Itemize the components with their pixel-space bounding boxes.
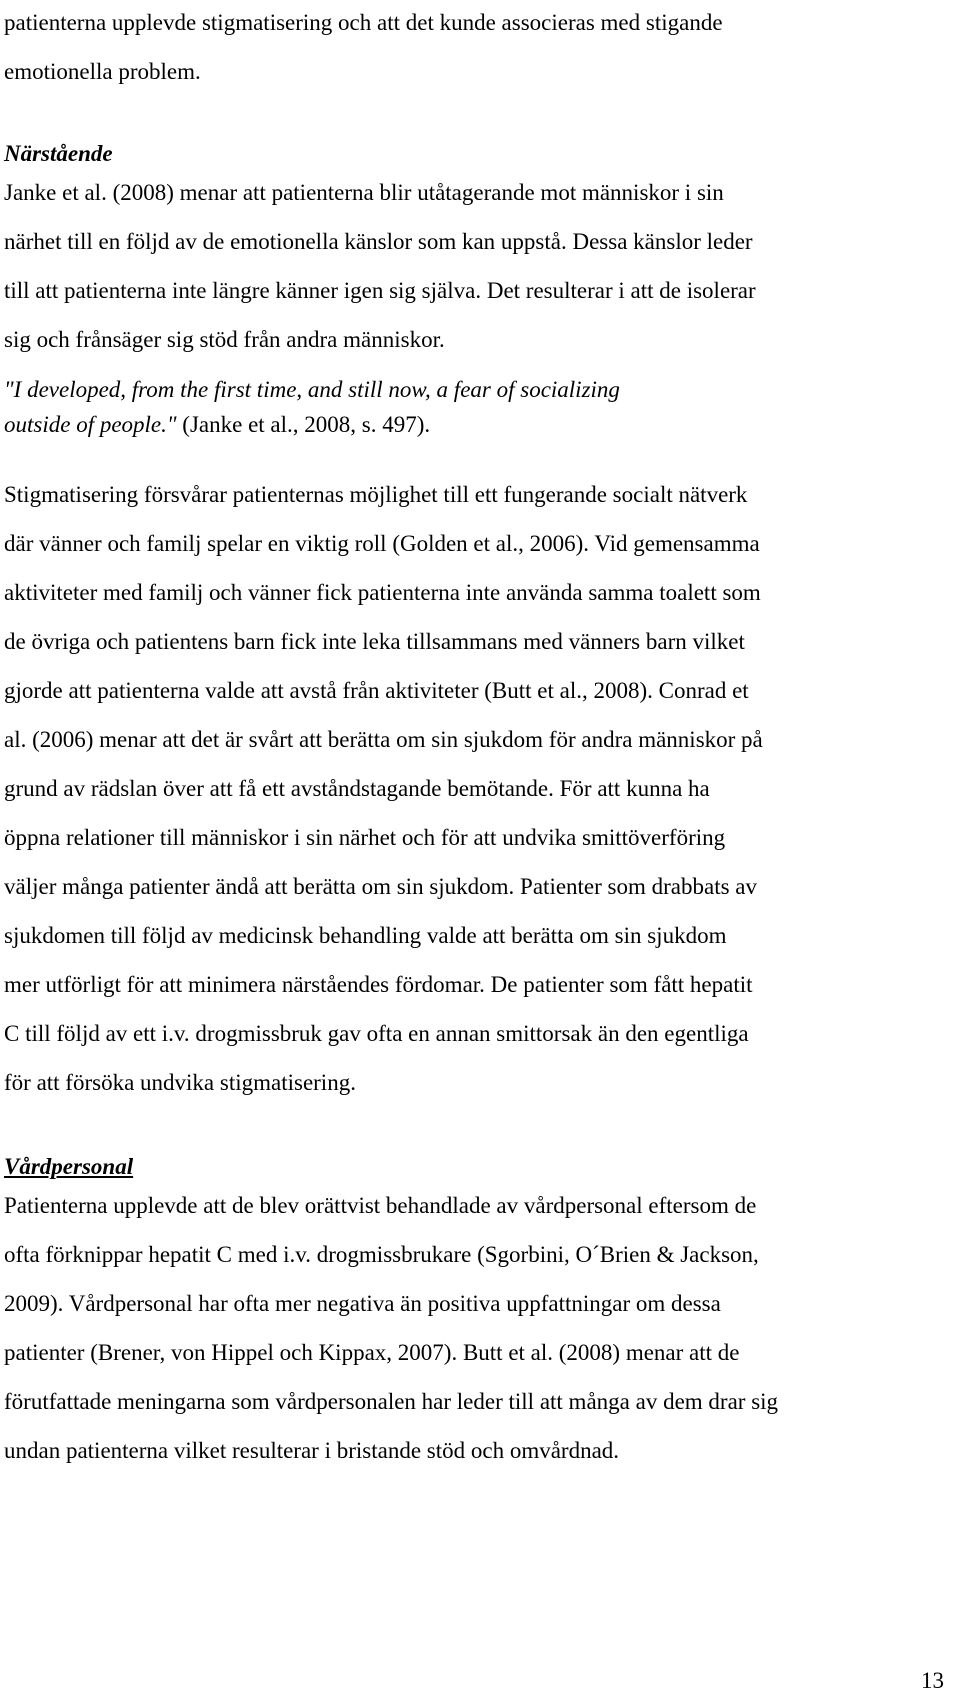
vardpersonal-paragraph: Patienterna upplevde att de blev orättvist behandlade av vårdpersonal eftersom de ofta förknippar hepatit C med i.v. drogmissbrukare (Sgorbini, O´Brien & Jackson, 2009). Vårdpersonal har ofta mer negativa än positiva uppfattningar om dessa patienter (Brener, von Hippel och Kippax, 2007). Butt et al. (2008) menar att de förutfattade meningarna som vårdpersonalen har leder till att många av dem drar sig undan patienterna vilket resulterar i bristande stöd och omvårdnad. (4, 1193, 779, 1463)
page-number: 13 (921, 1668, 944, 1693)
spacer (4, 442, 954, 470)
spacer (4, 1107, 954, 1147)
quote-citation: (Janke et al., 2008, s. 497). (176, 412, 431, 437)
narstaende-paragraph: Janke et al. (2008) menar att patienterna blir utåtagerande mot människor i sin närhet till en följd av de emotionella känslor som kan uppstå. Dessa känslor leder till att patienterna inte längre känner igen sig själva. Det resulterar i att de isolerar sig och frånsäger sig stöd från andra människor. (4, 180, 756, 352)
quote-text: "I developed, from the first time, and still now, a fear of socializing outside of people." (4, 377, 620, 437)
heading-vardpersonal: Vårdpersonal (4, 1154, 134, 1179)
spacer (4, 364, 954, 372)
page-content (4, 0, 954, 1475)
patient-quote (4, 372, 954, 442)
stigmatisering-paragraph: Stigmatisering försvårar patienternas möjlighet till ett fungerande socialt nätverk där vänner och familj spelar en viktig roll (Golden et al., 2006). Vid gemensamma aktiviteter med familj och vänner fick patienterna inte använda samma toalett som de övriga och patientens barn fick inte leka tillsammans med vänners barn vilket gjorde att patienterna valde att avstå från aktiviteter (Butt et al., 2008). Conrad et al. (2006) menar att det är svårt att berätta om sin sjukdom för andra människor på grund av rädslan över att få ett avståndstagande bemötande. För att kunna ha öppna relationer till människor i sin närhet och för att undvika smittöverföring väljer många patienter ändå att berätta om sin sjukdom. Patienter som drabbats av sjukdomen till följd av medicinsk behandling valde att berätta om sin sjukdom mer utförligt för att minimera närståendes fördomar. De patienter som fått hepatit C till följd av ett i.v. drogmissbruk gav ofta en annan smittorsak än den egentliga för att försöka undvika stigmatisering. (4, 482, 763, 1095)
spacer (4, 96, 954, 134)
intro-paragraph: patienterna upplevde stigmatisering och att det kunde associeras med stigande emotionella problem. (4, 10, 723, 84)
heading-narstaende: Närstående (4, 141, 113, 166)
